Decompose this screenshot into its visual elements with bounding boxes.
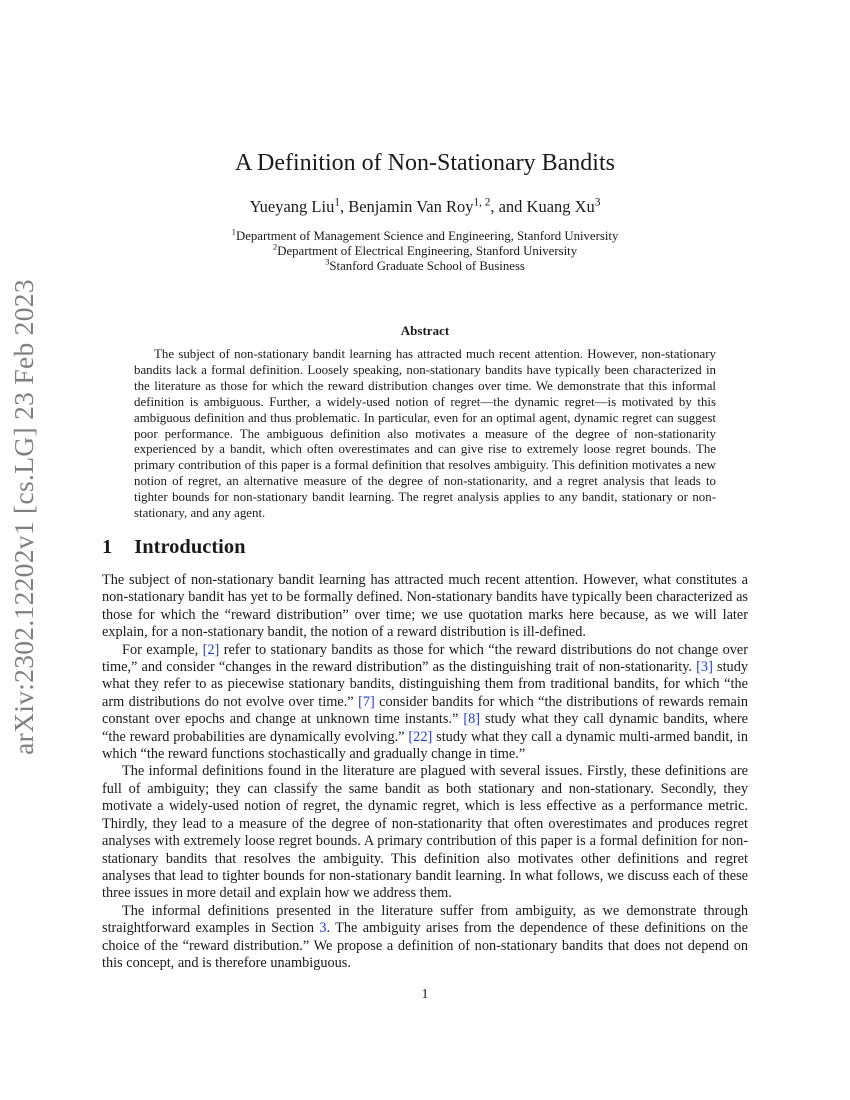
citation-link[interactable]: [2] xyxy=(202,641,220,658)
page-number: 1 xyxy=(421,987,429,1002)
paper-title: A Definition of Non-Stationary Bandits xyxy=(235,150,615,176)
paragraph: The informal definitions found in the literature are plagued with several issues. Firstly, these definitions are full of ambiguity; they can classify the same bandit as both stationary and non-stationary. Secondly, they motivate a widely-used notion of regret, the dynamic regret, which is less effective as a performance metric. Thirdly, they lead to a measure of the degree of non-stationarity that often overestimates and produces regret analyses with extremely loose regret bounds. A primary contribution of this paper is a formal definition for non-stationary bandits that resolves the ambiguity. This definition also motivates other definitions and regret analyses that lead to tighter bounds for non-stationary bandit learning. In what follows, we discuss each of these three issues in more detail and explain how we address them. xyxy=(102,763,748,902)
citation-link[interactable]: [22] xyxy=(408,728,433,745)
affiliation-list xyxy=(0,226,850,274)
arxiv-sidebar-stamp xyxy=(4,265,44,770)
paragraph: The subject of non-stationary bandit learning has attracted much recent attention. However, what constitutes a non-stationary bandit has yet to be formally defined. Non-stationary bandits have typically been characterized as those for which the “reward distribution” over time; we use quotation marks here because, as we will later explain, for a non-stationary bandit, the notion of a reward distribution is ill-defined. xyxy=(102,572,748,641)
section-title: Introduction xyxy=(134,536,246,558)
arxiv-id: arXiv:2302.12202v1 [cs.LG] 23 Feb 2023 xyxy=(8,279,39,755)
paragraph: For example, [2] refer to stationary bandits as those for which “the reward distributions do not change over time,” and consider “changes in the reward distribution” as the distinguishing trait of non-stationarity. [3] study what they refer to as piecewise stationary bandits, distinguishing them from traditional bandits, for which “the arm distributions do not evolve over time.” [7] consider bandits for which “the distributions of rewards remain constant over epochs and change at unknown time instants.” [8] study what they call dynamic bandits, where “the reward probabilities are dynamically evolving.” [22] study what they call a dynamic multi-armed bandit, in which “the reward functions stochastically and gradually change in time.” xyxy=(102,641,748,763)
affiliation-line: $^3$Stanford Graduate School of Business xyxy=(325,256,525,273)
affiliation-line: $^1$Department of Management Science and Engineering, Stanford University xyxy=(231,226,619,243)
author-affil-mark: 1, 2 xyxy=(473,196,491,209)
section-number: 1 xyxy=(102,536,113,558)
author-affil-mark: 3 xyxy=(594,196,601,209)
affiliation-line: $^2$Department of Electrical Engineering, Stanford University xyxy=(272,241,578,258)
section-heading xyxy=(102,536,246,559)
citation-link[interactable]: 3 xyxy=(319,920,327,937)
author-list: Yueyang Liu$^1$, Benjamin Van Roy$^{1, 2}$, and Kuang Xu$^3$ xyxy=(249,196,601,216)
author-name: Yueyang Liu xyxy=(249,197,335,216)
abstract-heading: Abstract xyxy=(400,323,450,338)
citation-link[interactable]: [8] xyxy=(463,711,481,728)
author-name: Kuang Xu xyxy=(526,197,595,216)
abstract-text: The subject of non-stationary bandit learning has attracted much recent attention. However, non-stationary bandits lack a formal definition. Loosely speaking, non-stationary bandits have typically been characterized in the literature as those for which the reward distribution changes over time. We demonstrate that this informal definition is ambiguous. Further, a widely-used notion of regret—the dynamic regret—is motivated by this ambiguous definition and thus problematic. In particular, even for an optimal agent, dynamic regret can suggest poor performance. The ambiguous definition also motivates a measure of the degree of non-stationarity experienced by a bandit, which often overestimates and can give rise to extremely loose regret bounds. The primary contribution of this paper is a formal definition that resolves ambiguity. This definition motivates a new notion of regret, an alternative measure of the degree of non-stationarity, and a regret analysis that leads to tighter bounds for non-stationary bandit learning. The regret analysis applies to any bandit, stationary or non-stationary, and any agent. xyxy=(134,347,716,521)
paragraph: The informal definitions presented in the literature suffer from ambiguity, as we demonstrate through straightforward examples in Section 3. The ambiguity arises from the dependence of these definitions on the choice of the “reward distribution.” We propose a definition of non-stationary bandits that does not depend on this concept, and is therefore unambiguous. xyxy=(102,902,748,971)
citation-link[interactable]: [3] xyxy=(696,659,713,676)
author-name: Benjamin Van Roy xyxy=(348,197,474,216)
citation-link[interactable]: [7] xyxy=(358,693,375,710)
author-affil-mark: 1 xyxy=(334,196,340,209)
body-text xyxy=(102,572,748,972)
